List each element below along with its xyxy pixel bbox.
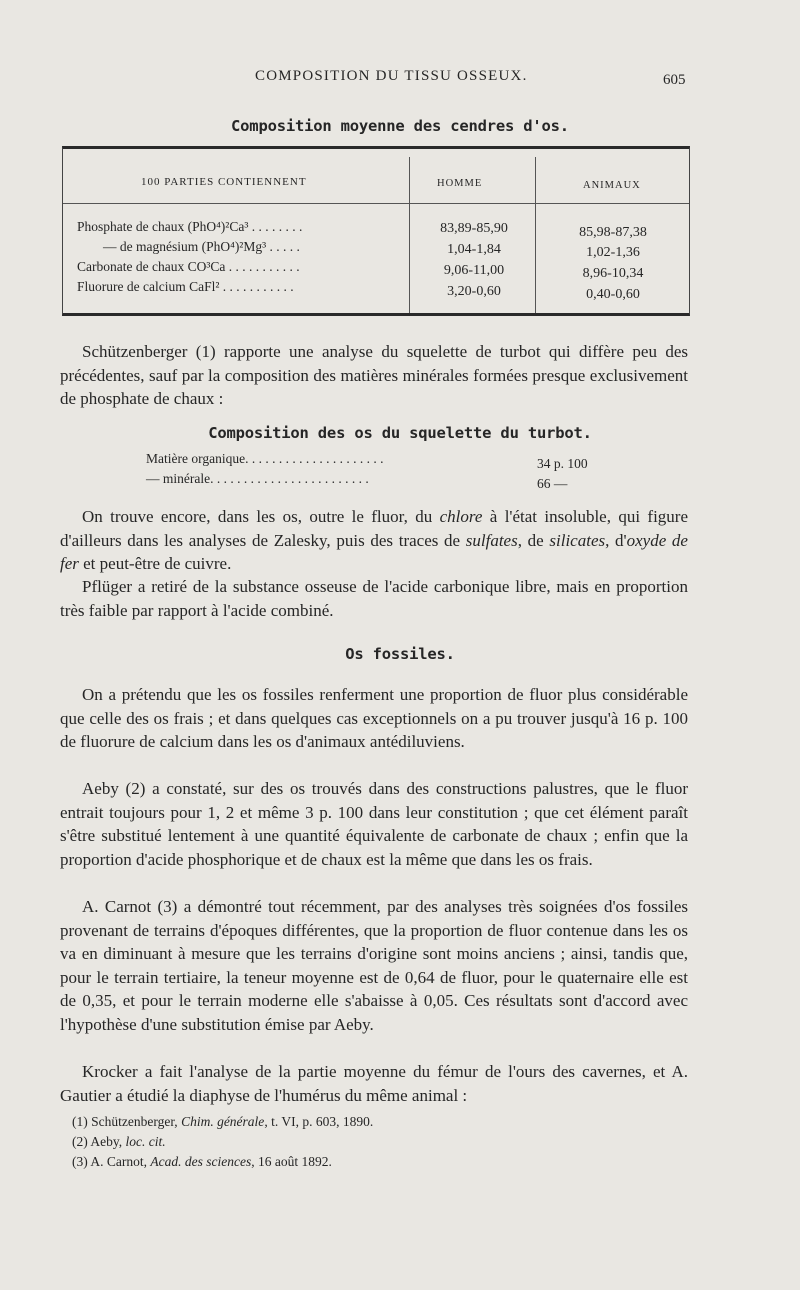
- footnote: [72, 1154, 332, 1170]
- turbot-row-value: 66 —: [537, 476, 568, 491]
- header-divider: [63, 203, 689, 204]
- text-run: On trouve encore, dans les os, outre le fluor, du: [82, 507, 440, 526]
- footnote-rest: , 16 août 1892.: [251, 1154, 332, 1169]
- paragraph-aeby: [60, 777, 688, 871]
- cell-animaux: 1,02-1,36: [586, 245, 640, 260]
- fossils-title: Os fossiles.: [345, 645, 455, 663]
- row-label-phosphate-chaux: Phosphate de chaux (PhO⁴)²Ca³ . . . . . . . .: [77, 219, 303, 234]
- col-header-animaux: ANIMAUX: [583, 180, 641, 191]
- footnote-work: Acad. des sciences: [150, 1154, 252, 1169]
- column-divider: [535, 157, 536, 313]
- text-run: , d': [605, 530, 627, 550]
- cell-animaux: 0,40-0,60: [586, 287, 640, 302]
- paragraph-text: Schützenberger (1) rapporte une analyse du squelette de turbot qui diffère peu des précédentes, sauf par la composition des matières minérales formées presque exclusivement de phosphate de chaux :: [60, 342, 688, 408]
- footnote: [72, 1114, 373, 1130]
- turbot-row-label: Matière organique. . . . . . . . . . . . . . . . . . . . .: [146, 451, 384, 466]
- paragraph-krocker: [60, 1060, 688, 1107]
- col-header-parties: 100 PARTIES CONTIENNENT: [141, 176, 307, 188]
- footnote-mark: (1): [72, 1114, 88, 1129]
- paragraph-text: Pflüger a retiré de la substance osseuse de l'acide carbonique libre, mais en proportion très faible par rapport à l'acide combiné.: [60, 577, 688, 620]
- footnote-mark: (2): [72, 1134, 88, 1149]
- footnote-work: loc. cit.: [125, 1134, 166, 1149]
- paragraph-text: On a prétendu que les os fossiles renferment une proportion de fluor plus considérable que celle des os frais ; et dans quelques cas exceptionnels on a pu trouver jusqu'à 16 p. 100 de fluorure de calcium dans les os d'animaux antédiluviens.: [60, 685, 688, 751]
- row-label-fluorure: Fluorure de calcium CaFl² . . . . . . . . . . .: [77, 279, 294, 294]
- paragraph-carnot: [60, 895, 688, 1036]
- ash-composition-table: [62, 146, 690, 316]
- running-head: COMPOSITION DU TISSU OSSEUX.: [255, 68, 528, 84]
- table-title: Composition moyenne des cendres d'os.: [231, 117, 569, 135]
- col-header-homme: HOMME: [437, 178, 483, 189]
- paragraph-pfluger: [60, 575, 688, 622]
- footnote-mark: (3): [72, 1154, 88, 1169]
- text-run-italic: chlore: [439, 507, 483, 526]
- turbot-row-value: 34 p. 100: [537, 456, 588, 471]
- footnote: [72, 1134, 166, 1150]
- text-run-italic: silicates: [549, 530, 606, 550]
- footnote-work: Chim. générale: [181, 1114, 265, 1129]
- footnote-rest: , t. VI, p. 603, 1890.: [264, 1114, 374, 1129]
- cell-homme: 9,06-11,00: [443, 263, 505, 278]
- paragraph-fossils: [60, 683, 688, 754]
- paragraph-schutzenberger: [60, 340, 688, 411]
- turbot-row-label: — minérale. . . . . . . . . . . . . . . . . . . . . . . .: [146, 471, 369, 486]
- footnote-author: Aeby,: [90, 1134, 126, 1149]
- column-divider: [409, 157, 410, 313]
- paragraph-text: Aeby (2) a constaté, sur des os trouvés dans des constructions palustres, que le fluor entrait toujours pour 1, 2 et même 3 p. 100 dans leur constitution ; que cet élément paraît s'être substitué lentement à une quantité équivalente de carbonate de chaux ; enfin que la proportion d'acide phosphorique et de chaux est la même que dans les os frais.: [60, 779, 688, 869]
- cell-animaux: 85,98-87,38: [579, 225, 647, 240]
- paragraph-text: A. Carnot (3) a démontré tout récemment, par des analyses très soignées d'os fossiles provenant de terrains d'époques différentes, que la proportion de fluor contenue dans les os va en diminuant à mesure que les terrains d'origine sont moins anciens ; ainsi, tandis que, pour le terrain tertiaire, la teneur moyenne est de 0,64 de fluor, pour le quaternaire elle est de 0,35, et pour le terrain moderne elle s'abaisse à 0,05. Ces résultats sont d'accord avec l'hypothèse d'une substitution émise par Aeby.: [60, 897, 688, 1034]
- cell-animaux: 8,96-10,34: [582, 266, 644, 281]
- paragraph-text: Krocker a fait l'analyse de la partie moyenne du fémur de l'ours des cavernes, et A. Gautier a étudié la diaphyse de l'humérus du même animal :: [60, 1062, 688, 1105]
- text-run: , de: [517, 530, 550, 550]
- page-number: 605: [663, 72, 686, 88]
- text-run: et peut-être de cuivre.: [78, 554, 232, 573]
- paragraph-chlore: [60, 505, 688, 576]
- turbot-title: Composition des os du squelette du turbot.: [208, 424, 592, 442]
- row-label-carbonate: Carbonate de chaux CO³Ca . . . . . . . . . . .: [77, 259, 300, 274]
- row-label-phosphate-magnesium: — de magnésium (PhO⁴)²Mg³ . . . . .: [103, 239, 300, 254]
- text-run: à l'état insoluble, qui figure d'ailleurs dans les analyses de Zalesky, puis des traces de: [60, 507, 688, 550]
- text-run-italic: oxyde de fer: [60, 530, 688, 573]
- footnote-author: A. Carnot,: [90, 1154, 151, 1169]
- cell-homme: 83,89-85,90: [440, 221, 508, 236]
- footnote-author: Schützenberger,: [91, 1114, 182, 1129]
- text-run-italic: sulfates: [465, 530, 518, 550]
- cell-homme: 1,04-1,84: [447, 242, 501, 257]
- cell-homme: 3,20-0,60: [447, 284, 501, 299]
